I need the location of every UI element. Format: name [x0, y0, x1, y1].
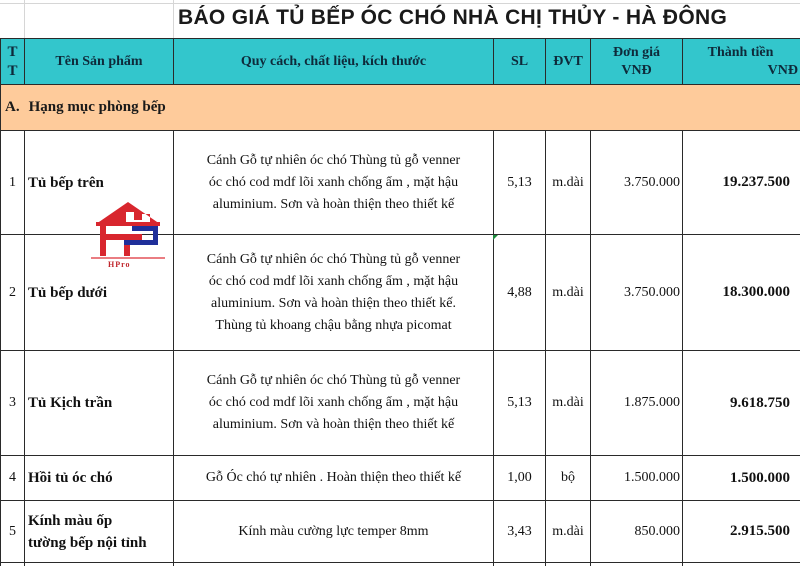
header-total-line2: VNĐ	[767, 62, 798, 78]
spec-line: Thùng tủ khoang chậu bằng nhựa picomat	[215, 317, 452, 333]
cell-unit-price: 850.000	[591, 501, 683, 563]
sheet-gridline	[24, 0, 25, 38]
cell-unit-price: 3.750.000	[591, 235, 683, 351]
header-unit-price-line2: VNĐ	[621, 62, 652, 78]
cell-product-name: Hồi tủ óc chó	[25, 456, 174, 501]
cell-empty	[25, 563, 174, 566]
cell-quantity: 3,43	[494, 501, 546, 563]
cell-unit: m.dài	[546, 351, 591, 456]
cell-unit: m.dài	[546, 235, 591, 351]
cell-tt: 5	[1, 501, 25, 563]
cell-tt: 3	[1, 351, 25, 456]
spec-line: aluminium. Sơn và hoàn thiện theo thiết kế	[212, 196, 455, 212]
cell-unit-price: 1.500.000	[591, 456, 683, 501]
cell-product-name	[25, 501, 174, 563]
header-unit-price-line1: Đơn giá	[612, 44, 661, 60]
header-unit: ĐVT	[546, 39, 591, 85]
spec-line: óc chó cod mdf lõi xanh chống ẩm , mặt hậu	[208, 174, 459, 190]
header-quantity: SL	[494, 39, 546, 85]
section-letter: A.	[5, 99, 20, 115]
table-row	[1, 351, 800, 456]
cell-spec	[174, 501, 494, 563]
cell-comment-marker	[493, 235, 498, 240]
cell-unit: m.dài	[546, 131, 591, 235]
cell-product-name: Tủ bếp trên	[25, 131, 174, 235]
header-total	[683, 39, 800, 85]
cell-spec	[174, 351, 494, 456]
cell-quantity: 1,00	[494, 456, 546, 501]
cell-empty	[591, 563, 683, 566]
section-label: Hạng mục phòng bếp	[28, 99, 166, 115]
cell-empty	[1, 563, 25, 566]
name-line: Kính màu ốp	[28, 512, 113, 529]
page-title: BÁO GIÁ TỦ BẾP ÓC CHÓ NHÀ CHỊ THỦY - HÀ ĐÔNG	[178, 6, 728, 29]
sheet-gridline	[0, 3, 800, 4]
cell-spec	[174, 131, 494, 235]
header-total-line1: Thành tiền	[707, 44, 774, 60]
cell-total: 2.915.500	[683, 501, 800, 563]
header-row	[1, 39, 800, 85]
cell-empty	[546, 563, 591, 566]
cell-total: 18.300.000	[683, 235, 800, 351]
sheet-gridline	[173, 0, 174, 38]
spec-line: óc chó cod mdf lõi xanh chống ẩm , mặt hậu	[208, 395, 459, 410]
cell-product-name: Tủ bếp dưới	[25, 235, 174, 351]
quote-table	[0, 38, 800, 566]
cell-unit: m.dài	[546, 501, 591, 563]
header-tt-line2: T	[7, 62, 18, 79]
cell-empty	[683, 563, 800, 566]
table-row	[1, 456, 800, 501]
cell-unit-price: 1.875.000	[591, 351, 683, 456]
name-line: tường bếp nội tỉnh	[28, 534, 147, 551]
cell-spec	[174, 235, 494, 351]
header-tt-line1: T	[7, 43, 18, 60]
cell-unit: bộ	[546, 456, 591, 501]
spec-line: Kính màu cường lực temper 8mm	[238, 523, 429, 539]
table-row	[1, 501, 800, 563]
cell-total: 19.237.500	[683, 131, 800, 235]
spec-line: óc chó cod mdf lõi xanh chống ẩm , mặt hậu	[208, 273, 459, 289]
cell-quantity: 5,13	[494, 131, 546, 235]
cell-empty	[494, 563, 546, 566]
spec-line: Cánh Gỗ tự nhiên óc chó Thùng tủ gỗ venner	[206, 251, 461, 267]
header-spec: Quy cách, chất liệu, kích thước	[174, 39, 494, 85]
cell-quantity: 5,13	[494, 351, 546, 456]
cell-tt: 4	[1, 456, 25, 501]
spec-line: Gỗ Óc chó tự nhiên . Hoàn thiện theo thiết kế	[205, 470, 462, 485]
header-tt	[1, 39, 25, 85]
spec-line: aluminium. Sơn và hoàn thiện theo thiết kế	[212, 417, 455, 432]
cell-product-name: Tủ Kịch trần	[25, 351, 174, 456]
cell-spec	[174, 456, 494, 501]
section-row	[1, 85, 800, 131]
section-cell	[1, 85, 800, 131]
cell-total: 9.618.750	[683, 351, 800, 456]
table-row-partial	[1, 563, 800, 566]
spec-line: Cánh Gỗ tự nhiên óc chó Thùng tủ gỗ venner	[206, 373, 461, 388]
header-product-name: Tên Sản phẩm	[25, 39, 174, 85]
cell-tt: 2	[1, 235, 25, 351]
header-unit-price	[591, 39, 683, 85]
logo-text: HPro	[108, 260, 131, 269]
cell-tt: 1	[1, 131, 25, 235]
cell-total: 1.500.000	[683, 456, 800, 501]
title-row	[0, 0, 800, 38]
cell-unit-price: 3.750.000	[591, 131, 683, 235]
spec-line: Cánh Gỗ tự nhiên óc chó Thùng tủ gỗ venner	[206, 152, 461, 168]
spec-line: aluminium. Sơn và hoàn thiện theo thiết kế.	[211, 295, 456, 311]
cell-empty	[174, 563, 494, 566]
cell-quantity: 4,88	[494, 235, 546, 351]
